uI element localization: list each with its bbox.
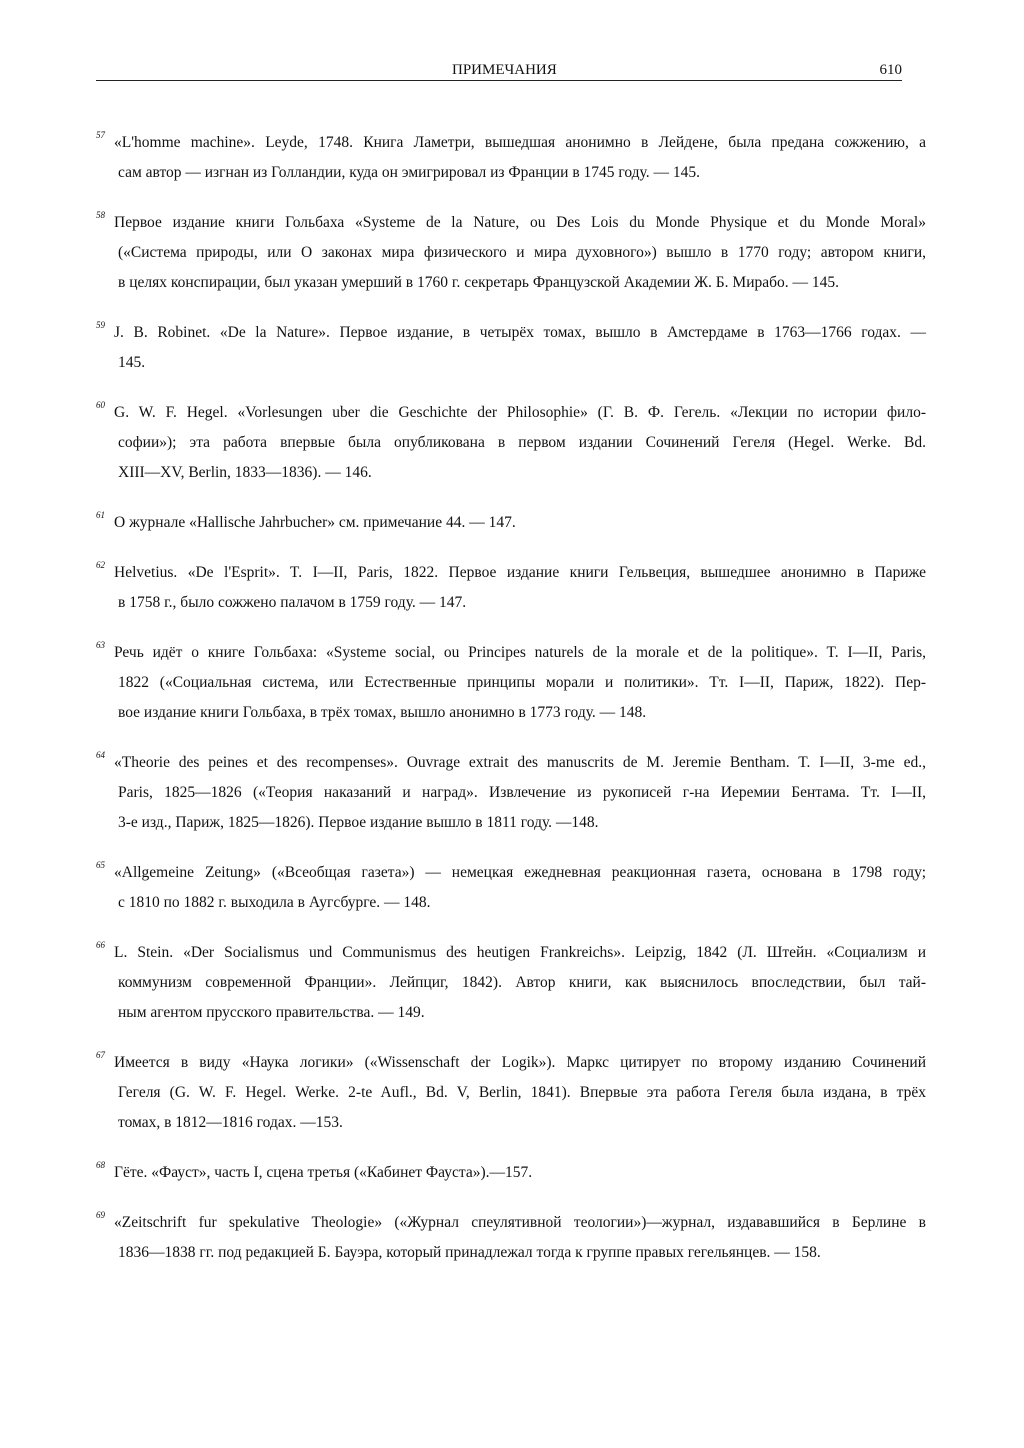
note-line: «L'homme machine». Leyde, 1748. Книга Ламетри, вышедшая анонимно в Лейдене, была предана сожжению, а [114,134,926,151]
note-67 [96,1048,926,1138]
note-number: 58 [96,210,105,220]
note-number: 62 [96,560,105,570]
note-line: в 1758 г., было сожжено палачом в 1759 году. — 147. [118,594,467,611]
note-line: софии»); эта работа впервые была опубликована в первом издании Сочинений Гегеля (Hegel. Werke. Bd. [118,434,926,451]
note-number: 59 [96,320,105,330]
running-header [96,60,902,81]
note-line: XIII—XV, Berlin, 1833—1836). — 146. [118,464,372,481]
note-line: ным агентом прусского правительства. — 149. [118,1004,425,1021]
note-number: 69 [96,1210,105,1220]
note-line: коммунизм современной Франции». Лейпциг, 1842). Автор книги, как выяснилось впоследствии, был тай- [118,974,926,991]
note-61 [96,508,926,538]
note-66 [96,938,926,1028]
note-line: сам автор — изгнан из Голландии, куда он эмигрировал из Франции в 1745 году. — 145. [118,164,700,181]
note-number: 65 [96,860,105,870]
note-number: 63 [96,640,105,650]
note-line: томах, в 1812—1816 годах. —153. [118,1114,343,1131]
note-number: 64 [96,750,105,760]
note-58 [96,208,926,298]
note-line: Paris, 1825—1826 («Теория наказаний и наград». Извлечение из рукописей г-на Иеремии Бентама. Тт. I—II, [118,784,926,801]
note-line: Первое издание книги Гольбаха «Systeme de la Nature, ou Des Lois du Monde Physique et du Monde Moral» [114,214,926,231]
note-57 [96,128,926,188]
header-title: ПРИМЕЧАНИЯ [452,62,557,78]
note-number: 61 [96,510,105,520]
note-line: 1822 («Социальная система, или Естественные принципы морали и политики». Тт. I—II, Париж, 1822). Пер- [118,674,926,691]
note-number: 60 [96,400,105,410]
note-number: 67 [96,1050,105,1060]
note-line: 1836—1838 гг. под редакцией Б. Бауэра, который принадлежал тогда к группе правых гегельянцев. — 158. [118,1244,821,1261]
note-65 [96,858,926,918]
note-line: вое издание книги Гольбаха, в трёх томах, вышло анонимно в 1773 году. — 148. [118,704,647,721]
note-63 [96,638,926,728]
page-number: 610 [879,62,902,78]
note-69 [96,1208,926,1268]
note-line: 145. [118,354,146,371]
note-line: J. B. Robinet. «De la Nature». Первое издание, в четырёх томах, вышло в Амстердаме в 1763—1766 годах. — [114,324,926,341]
note-number: 66 [96,940,105,950]
note-line: в целях конспирации, был указан умерший в 1760 г. секретарь Французской Академии Ж. Б. Мирабо. — 145. [118,274,840,291]
note-line: Гегеля (G. W. F. Hegel. Werke. 2-te Aufl., Bd. V, Berlin, 1841). Впервые эта работа Гегеля была издана, в трёх [118,1084,926,1101]
note-line: О журнале «Hallische Jahrbucher» см. примечание 44. — 147. [114,514,516,531]
note-line: «Theorie des peines et des recompenses». Ouvrage extrait des manuscrits de M. Jeremie Bentham. T. I—II, 3-me ed., [114,754,926,771]
note-line: «Zeitschrift fur spekulative Theologie» («Журнал спеулятивной теологии»)—журнал, издававшийся в Берлине в [114,1214,926,1231]
note-line: L. Stein. «Der Socialismus und Communismus des heutigen Frankreichs». Leipzig, 1842 (Л. Штейн. «Социализм и [114,944,926,961]
note-line: 3-е изд., Париж, 1825—1826). Первое издание вышло в 1811 году. —148. [118,814,599,831]
note-number: 68 [96,1160,105,1170]
note-line: Речь идёт о книге Гольбаха: «Systeme social, ou Principes naturels de la morale et de la politique». T. I—II, Paris, [114,644,926,661]
note-68 [96,1158,926,1188]
notes-list [96,128,926,1288]
note-line: с 1810 по 1882 г. выходила в Аугсбурге. — 148. [118,894,431,911]
note-59 [96,318,926,378]
note-line: Имеется в виду «Наука логики» («Wissenschaft der Logik»). Маркс цитирует по второму изданию Сочинений [114,1054,926,1071]
note-number: 57 [96,130,105,140]
note-64 [96,748,926,838]
note-line: Helvetius. «De l'Esprit». T. I—II, Paris, 1822. Первое издание книги Гельвеция, вышедшее анонимно в Париже [114,564,926,581]
note-line: («Система природы, или О законах мира физического и мира духовного») вышло в 1770 году; автором книги, [118,244,926,261]
note-62 [96,558,926,618]
note-60 [96,398,926,488]
note-line: G. W. F. Hegel. «Vorlesungen uber die Geschichte der Philosophie» (Г. В. Ф. Гегель. «Лекции по истории фило- [114,404,926,421]
note-line: «Allgemeine Zeitung» («Всеобщая газета») — немецкая ежедневная реакционная газета, основана в 1798 году; [114,864,926,881]
note-line: Гёте. «Фауст», часть I, сцена третья («Кабинет Фауста»).—157. [114,1164,533,1181]
